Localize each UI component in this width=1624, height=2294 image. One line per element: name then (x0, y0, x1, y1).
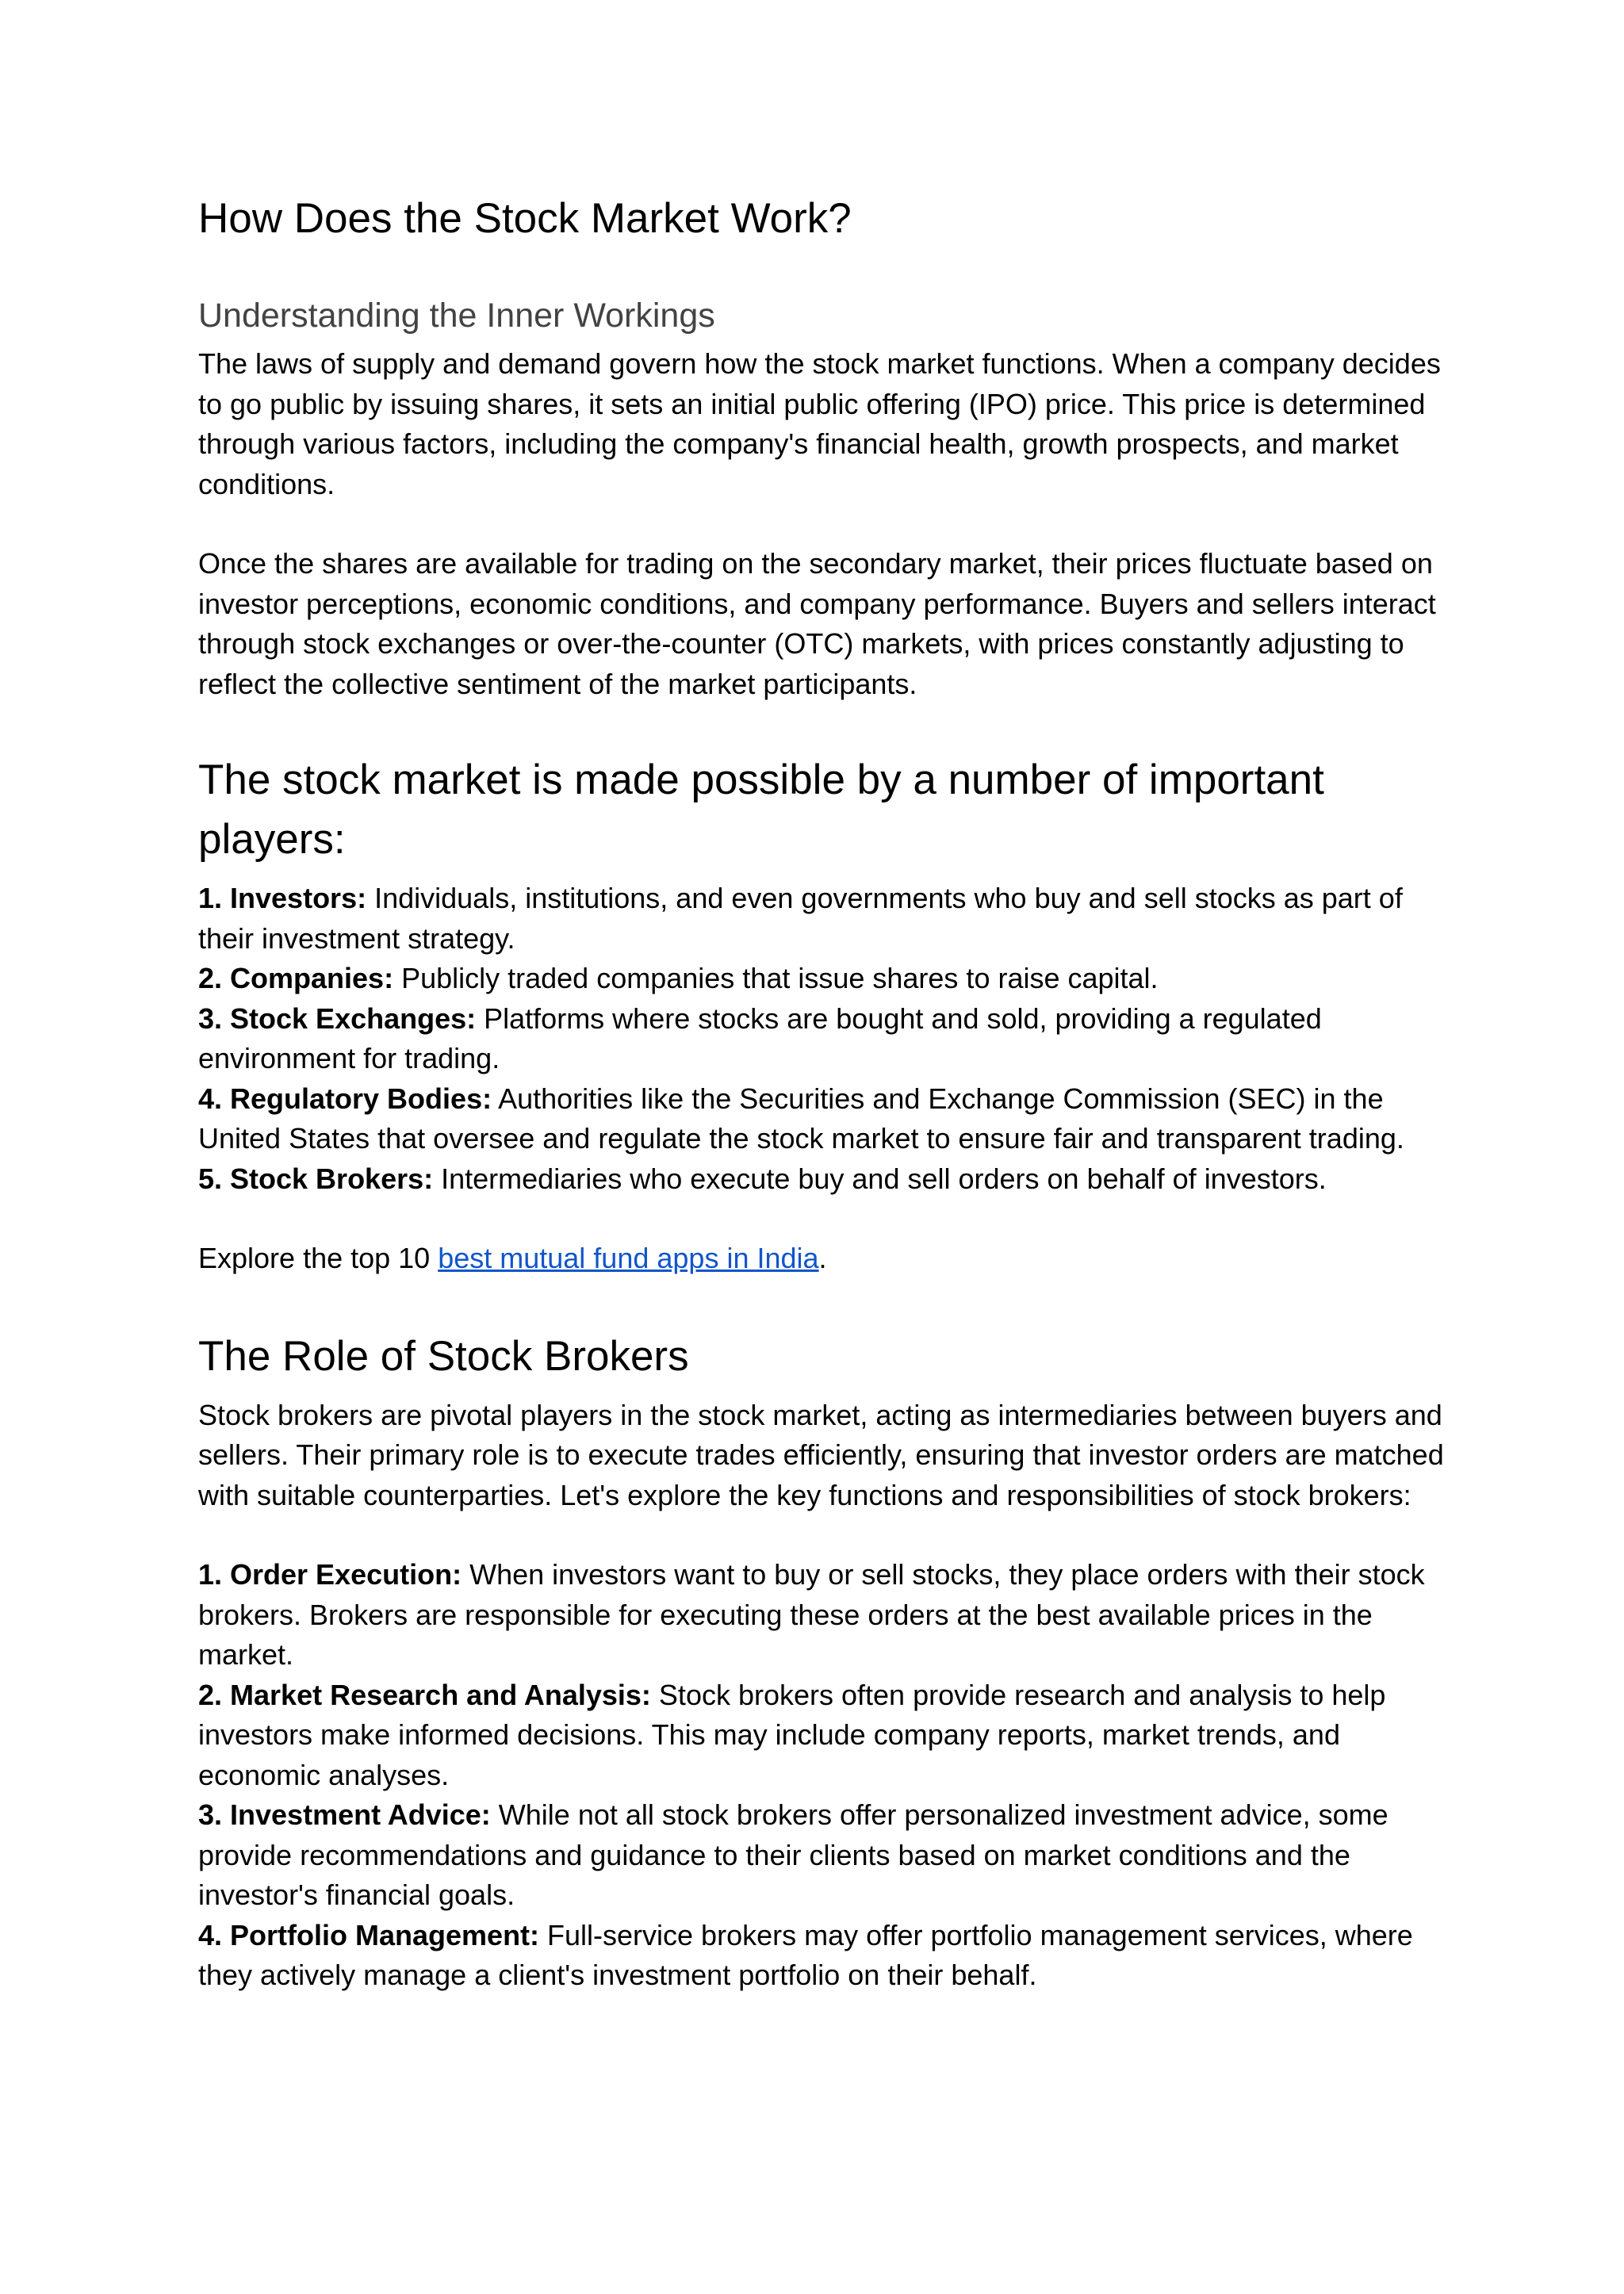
paragraph-spacer (198, 504, 1451, 544)
paragraph-spacer (198, 1199, 1451, 1239)
list-item-regulatory-bodies (198, 1079, 1451, 1159)
list-item-text: Intermediaries who execute buy and sell orders on behalf of investors. (433, 1162, 1327, 1195)
list-item-text: While not all stock brokers offer personalized investment advice, some provide recommendations and guidance to their clients based on market conditions and the investor's financial goals. (198, 1798, 1388, 1911)
list-item-stock-brokers (198, 1159, 1451, 1200)
list-item-order-execution (198, 1555, 1451, 1676)
page-title: How Does the Stock Market Work? (198, 195, 852, 242)
explore-prefix: Explore the top 10 (198, 1242, 439, 1274)
brokers-heading: The Role of Stock Brokers (198, 1332, 689, 1380)
list-item-label: 1. Order Execution: (198, 1558, 462, 1591)
list-item-text: Full-service brokers may offer portfolio management services, where they actively manage a client's investment portfolio on their behalf. (198, 1918, 1413, 1991)
list-item-companies (198, 959, 1451, 999)
list-item-text: Stock brokers often provide research and analysis to help investors make informed decisions. This may include company reports, market trends, and economic analyses. (198, 1678, 1386, 1791)
mutual-fund-apps-link[interactable]: best mutual fund apps in India (438, 1242, 819, 1274)
paragraph-spacer (198, 1515, 1451, 1555)
list-item-label: 5. Stock Brokers: (198, 1162, 434, 1195)
list-item-text: Publicly traded companies that issue shares to raise capital. (393, 962, 1159, 994)
list-item-text: Authorities like the Securities and Exchange Commission (SEC) in the United States that oversee and regulate the stock market to ensure fair and transparent trading. (198, 1082, 1404, 1155)
intro-paragraph-1: The laws of supply and demand govern how the stock market functions. When a company decides to go public by issuing shares, it sets an initial public offering (IPO) price. This price is determined through various factors, including the company's financial health, growth prospects, and market conditions. (198, 347, 1441, 500)
list-item-label: 4. Regulatory Bodies: (198, 1082, 492, 1115)
list-item-label: 1. Investors: (198, 882, 367, 914)
brokers-intro-paragraph: Stock brokers are pivotal players in the stock market, acting as intermediaries between buyers and sellers. Their primary role is to execute trades efficiently, ensuring that investor orders are matched with suitable counterparties. Let's explore the key functions and responsibilities of stock brokers: (198, 1398, 1444, 1511)
list-item-text: Platforms where stocks are bought and sold, providing a regulated environment for trading. (198, 1001, 1322, 1074)
list-item-label: 3. Stock Exchanges: (198, 1001, 477, 1035)
list-item-investment-advice (198, 1795, 1451, 1916)
section-spacer (198, 704, 1451, 750)
list-item-portfolio-management (198, 1916, 1451, 1996)
section-spacer (198, 1279, 1451, 1327)
list-item-text: Individuals, institutions, and even governments who buy and sell stocks as part of their investment strategy. (198, 882, 1403, 955)
list-item-label: 3. Investment Advice: (198, 1798, 491, 1831)
list-item-label: 2. Companies: (198, 962, 394, 994)
list-item-stock-exchanges (198, 999, 1451, 1079)
list-item-text: When investors want to buy or sell stocks, they place orders with their stock brokers. Brokers are responsible for executing these orders at the best available prices in the market. (198, 1558, 1425, 1671)
intro-paragraph-2: Once the shares are available for trading on the secondary market, their prices fluctuate based on investor perceptions, economic conditions, and company performance. Buyers and sellers interact through stock exchanges or over-the-counter (OTC) markets, with prices constantly adjusting to reflect the collective sentiment of the market participants. (198, 547, 1436, 700)
list-item-label: 4. Portfolio Management: (198, 1918, 540, 1951)
section-subtitle: Understanding the Inner Workings (198, 297, 715, 335)
explore-suffix: . (818, 1242, 827, 1274)
list-item-market-research (198, 1676, 1451, 1796)
list-item-label: 2. Market Research and Analysis: (198, 1678, 651, 1711)
list-item-investors (198, 879, 1451, 959)
players-heading: The stock market is made possible by a number of important players: (198, 756, 1324, 863)
explore-paragraph (198, 1239, 1451, 1279)
document-body (198, 190, 1451, 1996)
